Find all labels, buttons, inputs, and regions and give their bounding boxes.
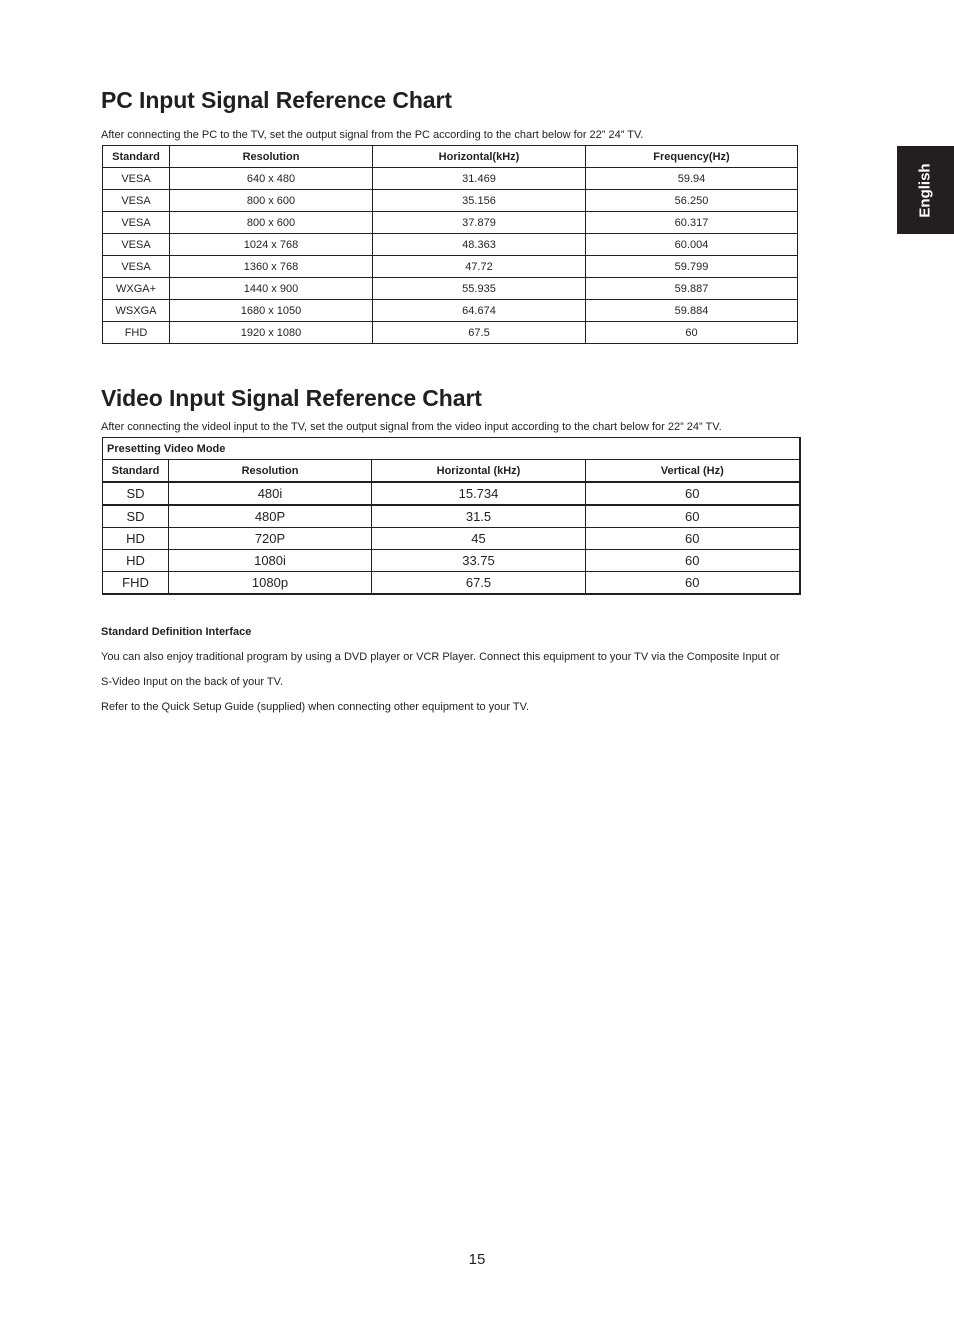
cell-resolution: 480i [169, 482, 372, 505]
column-header-horizontal: Horizontal (kHz) [372, 460, 586, 483]
cell-standard: WXGA+ [103, 278, 170, 300]
cell-horizontal: 48.363 [373, 234, 586, 256]
cell-standard: FHD [103, 322, 170, 344]
column-header-resolution: Resolution [169, 460, 372, 483]
cell-resolution: 1440 x 900 [170, 278, 373, 300]
cell-standard: WSXGA [103, 300, 170, 322]
language-tab [897, 146, 954, 234]
table-row [103, 528, 800, 550]
table-row [103, 278, 798, 300]
table-header-row [103, 460, 800, 483]
table-row [103, 256, 798, 278]
table-row [103, 190, 798, 212]
cell-standard: HD [103, 528, 169, 550]
cell-horizontal: 15.734 [372, 482, 586, 505]
cell-horizontal: 67.5 [372, 572, 586, 595]
table-row [103, 505, 800, 528]
cell-horizontal: 45 [372, 528, 586, 550]
cell-vertical: 60 [586, 482, 800, 505]
cell-frequency: 60.004 [586, 234, 798, 256]
table-row [103, 168, 798, 190]
cell-horizontal: 31.469 [373, 168, 586, 190]
cell-resolution: 720P [169, 528, 372, 550]
column-header-horizontal: Horizontal(kHz) [373, 146, 586, 168]
table-row [103, 322, 798, 344]
video-chart-title: Video Input Signal Reference Chart [101, 385, 482, 411]
sd-interface-paragraph: S-Video Input on the back of your TV. [101, 676, 284, 688]
cell-resolution: 800 x 600 [170, 212, 373, 234]
cell-horizontal: 33.75 [372, 550, 586, 572]
cell-horizontal: 37.879 [373, 212, 586, 234]
column-header-resolution: Resolution [170, 146, 373, 168]
column-header-standard: Standard [103, 146, 170, 168]
cell-frequency: 59.887 [586, 278, 798, 300]
video-chart-intro: After connecting the videol input to the TV, set the output signal from the video input according to the chart below for 22” 24” TV. [101, 421, 722, 433]
table-row [103, 300, 798, 322]
cell-standard: VESA [103, 234, 170, 256]
table-row [103, 234, 798, 256]
cell-frequency: 59.799 [586, 256, 798, 278]
cell-horizontal: 55.935 [373, 278, 586, 300]
column-header-standard: Standard [103, 460, 169, 483]
column-header-frequency: Frequency(Hz) [586, 146, 798, 168]
cell-horizontal: 64.674 [373, 300, 586, 322]
cell-resolution: 480P [169, 505, 372, 528]
pc-chart-intro: After connecting the PC to the TV, set the output signal from the PC according to the chart below for 22” 24” TV. [101, 129, 644, 141]
cell-standard: VESA [103, 168, 170, 190]
cell-resolution: 1680 x 1050 [170, 300, 373, 322]
cell-resolution: 1024 x 768 [170, 234, 373, 256]
cell-vertical: 60 [586, 505, 800, 528]
table-row [103, 572, 800, 595]
cell-horizontal: 31.5 [372, 505, 586, 528]
cell-frequency: 59.884 [586, 300, 798, 322]
cell-resolution: 1080p [169, 572, 372, 595]
language-tab-label: English [916, 162, 934, 218]
table-row [103, 212, 798, 234]
cell-horizontal: 67.5 [373, 322, 586, 344]
cell-resolution: 640 x 480 [170, 168, 373, 190]
table-row [103, 482, 800, 505]
pc-signal-table [102, 145, 798, 344]
cell-resolution: 800 x 600 [170, 190, 373, 212]
cell-standard: SD [103, 505, 169, 528]
cell-horizontal: 47.72 [373, 256, 586, 278]
sd-interface-paragraph: Refer to the Quick Setup Guide (supplied) when connecting other equipment to your TV. [101, 701, 530, 713]
cell-frequency: 60 [586, 322, 798, 344]
cell-vertical: 60 [586, 550, 800, 572]
pc-chart-title: PC Input Signal Reference Chart [101, 87, 452, 113]
cell-frequency: 60.317 [586, 212, 798, 234]
cell-vertical: 60 [586, 528, 800, 550]
cell-horizontal: 35.156 [373, 190, 586, 212]
cell-standard: VESA [103, 256, 170, 278]
cell-standard: FHD [103, 572, 169, 595]
table-row [103, 550, 800, 572]
sd-interface-heading: Standard Definition Interface [101, 626, 252, 638]
cell-standard: SD [103, 482, 169, 505]
cell-standard: HD [103, 550, 169, 572]
cell-frequency: 59.94 [586, 168, 798, 190]
cell-standard: VESA [103, 190, 170, 212]
table-caption: Presetting Video Mode [103, 438, 800, 460]
cell-vertical: 60 [586, 572, 800, 595]
cell-frequency: 56.250 [586, 190, 798, 212]
cell-resolution: 1080i [169, 550, 372, 572]
table-header-row [103, 146, 798, 168]
cell-resolution: 1920 x 1080 [170, 322, 373, 344]
cell-resolution: 1360 x 768 [170, 256, 373, 278]
page-number: 15 [468, 1251, 486, 1268]
column-header-vertical: Vertical (Hz) [586, 460, 800, 483]
sd-interface-paragraph: You can also enjoy traditional program by using a DVD player or VCR Player. Connect this equipment to your TV via the Composite Input or [101, 651, 780, 663]
table-caption-row [103, 438, 800, 460]
video-signal-table [102, 437, 801, 595]
cell-standard: VESA [103, 212, 170, 234]
